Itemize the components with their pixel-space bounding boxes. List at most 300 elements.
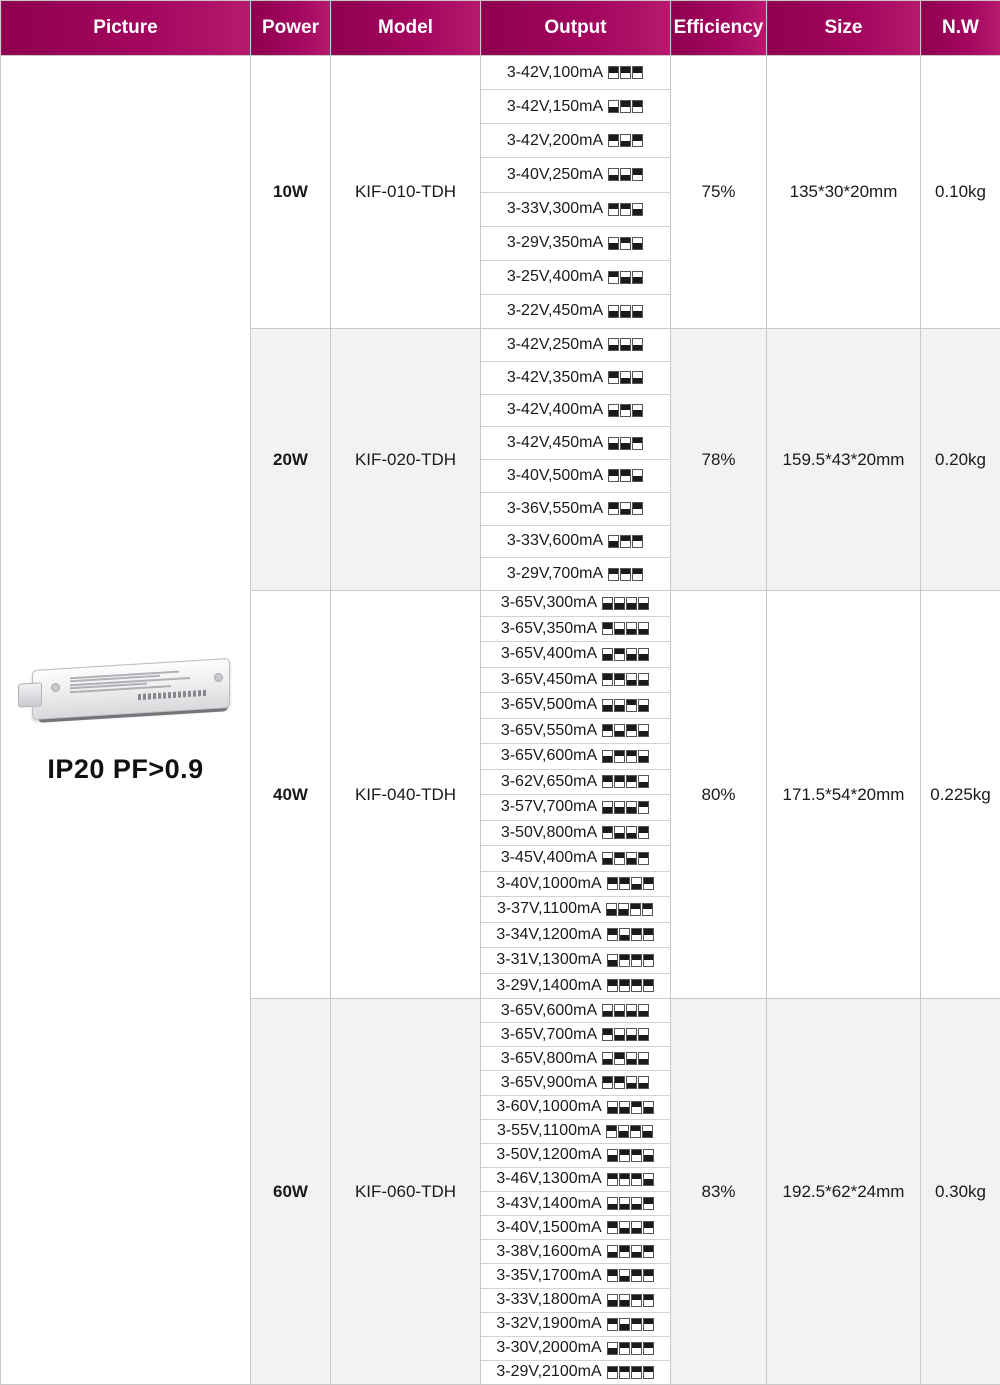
dip-switch-toggle-down — [607, 1101, 618, 1114]
dip-switch-toggle-up — [620, 535, 631, 548]
dip-switch-toggle-up — [606, 1125, 617, 1138]
dip-switch-toggle-up — [626, 750, 637, 763]
dip-switch-icon — [608, 66, 644, 79]
dip-switch-toggle-up — [631, 1149, 642, 1162]
dip-switch-toggle-up — [643, 1197, 654, 1210]
dip-switch-toggle-down — [619, 1318, 630, 1331]
dip-switch-icon — [602, 699, 650, 712]
output-option — [481, 1047, 670, 1071]
output-value: 3-65V,800mA — [501, 1050, 597, 1068]
dip-switch-toggle-up — [632, 437, 643, 450]
output-option — [481, 617, 670, 643]
output-value: 3-65V,900mA — [501, 1074, 597, 1092]
dip-switch-toggle-up — [614, 750, 625, 763]
output-option — [481, 795, 670, 821]
dip-switch-toggle-up — [607, 1221, 618, 1234]
dip-switch-toggle-down — [608, 338, 619, 351]
dip-switch-toggle-down — [607, 1245, 618, 1258]
header-row — [1, 1, 1000, 56]
output-option — [481, 362, 670, 395]
dip-switch-toggle-down — [608, 305, 619, 318]
dip-switch-toggle-up — [608, 134, 619, 147]
dip-switch-toggle-up — [620, 66, 631, 79]
dip-switch-icon — [602, 597, 650, 610]
dip-switch-toggle-down — [614, 1028, 625, 1041]
output-value: 3-31V,1300mA — [496, 951, 601, 969]
power-cell: 40W — [251, 591, 331, 999]
dip-switch-toggle-down — [632, 203, 643, 216]
output-value: 3-40V,250mA — [507, 166, 603, 184]
dip-switch-toggle-down — [631, 877, 642, 890]
dip-switch-toggle-up — [643, 1221, 654, 1234]
dip-switch-toggle-up — [608, 469, 619, 482]
dip-switch-toggle-up — [626, 724, 637, 737]
dip-switch-toggle-up — [619, 954, 630, 967]
output-value: 3-42V,200mA — [507, 132, 603, 150]
dip-switch-toggle-down — [638, 1052, 649, 1065]
output-value: 3-45V,400mA — [501, 849, 597, 867]
dip-switch-toggle-down — [614, 801, 625, 814]
dip-switch-toggle-up — [643, 979, 654, 992]
dip-switch-icon — [608, 305, 644, 318]
output-value: 3-25V,400mA — [507, 268, 603, 286]
dip-switch-toggle-down — [632, 404, 643, 417]
output-option — [481, 1120, 670, 1144]
output-value: 3-50V,1200mA — [496, 1146, 601, 1164]
output-option — [481, 770, 670, 796]
dip-switch-icon — [608, 437, 644, 450]
dip-switch-toggle-up — [607, 877, 618, 890]
dip-switch-toggle-down — [620, 134, 631, 147]
dip-switch-toggle-up — [619, 1342, 630, 1355]
dip-switch-toggle-up — [608, 66, 619, 79]
output-option — [481, 90, 670, 124]
dip-switch-toggle-down — [631, 1221, 642, 1234]
dip-switch-toggle-down — [638, 622, 649, 635]
dip-switch-toggle-down — [608, 404, 619, 417]
dip-switch-toggle-up — [631, 979, 642, 992]
dip-switch-toggle-up — [608, 371, 619, 384]
dip-switch-icon — [608, 100, 644, 113]
dip-switch-toggle-up — [608, 502, 619, 515]
output-value: 3-65V,600mA — [501, 747, 597, 765]
dip-switch-toggle-up — [630, 1125, 641, 1138]
output-value: 3-32V,1900mA — [496, 1315, 601, 1333]
dip-switch-toggle-up — [602, 673, 613, 686]
output-value: 3-42V,100mA — [507, 64, 603, 82]
dip-switch-icon — [608, 502, 644, 515]
output-value: 3-33V,600mA — [507, 532, 603, 550]
output-value: 3-65V,450mA — [501, 671, 597, 689]
dip-switch-toggle-up — [626, 699, 637, 712]
dip-switch-icon — [607, 979, 655, 992]
dip-switch-icon — [608, 271, 644, 284]
output-option — [481, 642, 670, 668]
dip-switch-toggle-down — [620, 502, 631, 515]
dip-switch-icon — [608, 535, 644, 548]
dip-switch-icon — [602, 1004, 650, 1017]
dip-switch-toggle-up — [619, 979, 630, 992]
dip-switch-toggle-down — [626, 622, 637, 635]
dip-switch-toggle-up — [631, 1366, 642, 1379]
dip-switch-icon — [607, 954, 655, 967]
dip-switch-toggle-up — [643, 1269, 654, 1282]
output-value: 3-37V,1100mA — [497, 900, 601, 918]
table-header — [1, 1, 1000, 56]
output-value: 3-33V,300mA — [507, 200, 603, 218]
dip-switch-toggle-down — [602, 699, 613, 712]
dip-switch-toggle-up — [602, 1076, 613, 1089]
dip-switch-toggle-down — [614, 622, 625, 635]
dip-switch-toggle-down — [626, 648, 637, 661]
dip-switch-icon — [608, 168, 644, 181]
dip-switch-icon — [608, 371, 644, 384]
output-cell — [481, 591, 671, 999]
dip-switch-toggle-up — [608, 568, 619, 581]
dip-switch-toggle-down — [608, 535, 619, 548]
dip-switch-toggle-down — [602, 750, 613, 763]
output-option — [481, 460, 670, 493]
dip-switch-toggle-down — [626, 1076, 637, 1089]
output-option — [481, 493, 670, 526]
dip-switch-toggle-down — [626, 852, 637, 865]
dip-switch-toggle-down — [606, 903, 617, 916]
size-cell: 159.5*43*20mm — [767, 329, 921, 591]
dip-switch-toggle-up — [620, 237, 631, 250]
efficiency-cell: 75% — [671, 56, 767, 329]
dip-switch-toggle-up — [631, 1269, 642, 1282]
dip-switch-toggle-up — [607, 1269, 618, 1282]
output-option — [481, 668, 670, 694]
dip-switch-toggle-down — [626, 801, 637, 814]
output-value: 3-65V,550mA — [501, 722, 597, 740]
dip-switch-toggle-down — [626, 1028, 637, 1041]
dip-switch-toggle-up — [643, 1318, 654, 1331]
dip-switch-toggle-down — [638, 597, 649, 610]
dip-switch-icon — [602, 852, 650, 865]
dip-switch-toggle-down — [608, 168, 619, 181]
efficiency-cell: 83% — [671, 999, 767, 1385]
dip-switch-toggle-down — [626, 826, 637, 839]
dip-switch-icon — [607, 1197, 655, 1210]
dip-switch-toggle-up — [608, 271, 619, 284]
dip-switch-toggle-down — [618, 903, 629, 916]
dip-switch-icon — [602, 648, 650, 661]
dip-switch-toggle-up — [614, 648, 625, 661]
dip-switch-toggle-up — [632, 568, 643, 581]
dip-switch-toggle-down — [638, 673, 649, 686]
output-value: 3-55V,1100mA — [497, 1122, 601, 1140]
dip-switch-icon — [602, 1076, 650, 1089]
output-value: 3-42V,400mA — [507, 401, 603, 419]
dip-switch-icon — [607, 877, 655, 890]
efficiency-cell: 80% — [671, 591, 767, 999]
dip-switch-icon — [607, 1149, 655, 1162]
dip-switch-icon — [608, 134, 644, 147]
output-value: 3-65V,700mA — [501, 1026, 597, 1044]
size-cell: 171.5*54*20mm — [767, 591, 921, 999]
picture-cell — [1, 56, 251, 1385]
output-value: 3-42V,350mA — [507, 369, 603, 387]
dip-switch-toggle-down — [626, 1052, 637, 1065]
output-value: 3-46V,1300mA — [496, 1170, 601, 1188]
output-option — [481, 999, 670, 1023]
dip-switch-toggle-down — [619, 1101, 630, 1114]
output-value: 3-38V,1600mA — [496, 1243, 601, 1261]
dip-switch-toggle-up — [607, 1318, 618, 1331]
dip-switch-icon — [602, 801, 650, 814]
dip-switch-toggle-up — [643, 1366, 654, 1379]
output-value: 3-29V,1400mA — [496, 977, 601, 995]
dip-switch-toggle-up — [614, 1076, 625, 1089]
dip-switch-toggle-down — [602, 1052, 613, 1065]
output-value: 3-42V,450mA — [507, 434, 603, 452]
dip-switch-icon — [607, 1318, 655, 1331]
dip-switch-toggle-down — [619, 1197, 630, 1210]
dip-switch-icon — [607, 1245, 655, 1258]
output-option — [481, 1240, 670, 1264]
dip-switch-toggle-down — [632, 271, 643, 284]
dip-switch-toggle-down — [607, 1342, 618, 1355]
dip-switch-icon — [602, 673, 650, 686]
dip-switch-icon — [606, 1125, 654, 1138]
dip-switch-toggle-down — [618, 1125, 629, 1138]
table-row — [1, 56, 1000, 329]
dip-switch-toggle-up — [630, 903, 641, 916]
output-option — [481, 1096, 670, 1120]
output-value: 3-34V,1200mA — [496, 926, 601, 944]
output-value: 3-22V,450mA — [507, 302, 603, 320]
dip-switch-toggle-up — [620, 568, 631, 581]
dip-switch-toggle-down — [620, 437, 631, 450]
dip-switch-toggle-down — [614, 1004, 625, 1017]
dip-switch-toggle-up — [614, 775, 625, 788]
dip-switch-icon — [608, 568, 644, 581]
output-value: 3-29V,700mA — [507, 565, 603, 583]
output-option — [481, 1192, 670, 1216]
output-option — [481, 872, 670, 898]
dip-switch-toggle-down — [620, 271, 631, 284]
dip-switch-toggle-down — [632, 237, 643, 250]
dip-switch-toggle-down — [631, 1245, 642, 1258]
output-value: 3-33V,1800mA — [496, 1291, 601, 1309]
dip-switch-toggle-up — [643, 954, 654, 967]
output-option — [481, 261, 670, 295]
dip-switch-toggle-down — [638, 1028, 649, 1041]
dip-switch-toggle-down — [619, 1294, 630, 1307]
output-option — [481, 1361, 670, 1384]
dip-switch-toggle-down — [607, 954, 618, 967]
model-cell: KIF-060-TDH — [331, 999, 481, 1385]
dip-switch-icon — [608, 203, 644, 216]
output-option — [481, 227, 670, 261]
output-option — [481, 744, 670, 770]
output-option — [481, 56, 670, 90]
output-option — [481, 295, 670, 328]
dip-switch-toggle-down — [626, 673, 637, 686]
dip-switch-toggle-up — [643, 1342, 654, 1355]
output-option — [481, 846, 670, 872]
model-cell: KIF-020-TDH — [331, 329, 481, 591]
model-cell: KIF-040-TDH — [331, 591, 481, 999]
output-value: 3-57V,700mA — [501, 798, 597, 816]
output-option — [481, 158, 670, 192]
output-option — [481, 329, 670, 362]
dip-switch-toggle-down — [620, 371, 631, 384]
dip-switch-toggle-up — [643, 928, 654, 941]
dip-switch-toggle-down — [638, 775, 649, 788]
dip-switch-toggle-down — [619, 1221, 630, 1234]
output-cell — [481, 999, 671, 1385]
output-option — [481, 558, 670, 590]
efficiency-cell: 78% — [671, 329, 767, 591]
dip-switch-toggle-up — [638, 852, 649, 865]
dip-switch-icon — [607, 1221, 655, 1234]
dip-switch-toggle-up — [631, 1173, 642, 1186]
header-picture: Picture — [1, 1, 251, 56]
net-weight-cell: 0.225kg — [921, 591, 1000, 999]
dip-switch-toggle-up — [631, 954, 642, 967]
dip-switch-toggle-up — [620, 404, 631, 417]
output-option — [481, 395, 670, 428]
dip-switch-toggle-up — [607, 1173, 618, 1186]
dip-switch-toggle-up — [620, 469, 631, 482]
dip-switch-toggle-down — [602, 597, 613, 610]
dip-switch-icon — [602, 622, 650, 635]
dip-switch-toggle-down — [614, 597, 625, 610]
net-weight-cell: 0.20kg — [921, 329, 1000, 591]
output-option — [481, 923, 670, 949]
dip-switch-toggle-down — [608, 100, 619, 113]
output-option — [481, 974, 670, 999]
dip-switch-toggle-up — [607, 1366, 618, 1379]
dip-switch-icon — [608, 404, 644, 417]
output-option — [481, 1264, 670, 1288]
output-option — [481, 1023, 670, 1047]
dip-switch-toggle-up — [642, 903, 653, 916]
dip-switch-toggle-down — [620, 305, 631, 318]
output-value: 3-42V,250mA — [507, 336, 603, 354]
dip-switch-toggle-up — [619, 1173, 630, 1186]
dip-switch-toggle-up — [619, 1245, 630, 1258]
dip-switch-toggle-up — [620, 100, 631, 113]
dip-switch-toggle-down — [643, 1101, 654, 1114]
dip-switch-icon — [608, 338, 644, 351]
dip-switch-toggle-down — [620, 338, 631, 351]
output-value: 3-40V,1500mA — [496, 1219, 601, 1237]
dip-switch-icon — [606, 903, 654, 916]
output-option — [481, 897, 670, 923]
dip-switch-toggle-up — [602, 775, 613, 788]
net-weight-cell: 0.30kg — [921, 999, 1000, 1385]
output-value: 3-30V,2000mA — [496, 1339, 601, 1357]
dip-switch-toggle-up — [602, 724, 613, 737]
output-value: 3-29V,2100mA — [496, 1363, 601, 1381]
dip-switch-toggle-down — [607, 1197, 618, 1210]
dip-switch-toggle-up — [631, 1294, 642, 1307]
output-option — [481, 1071, 670, 1095]
dip-switch-toggle-down — [608, 437, 619, 450]
dip-switch-toggle-down — [631, 1197, 642, 1210]
dip-switch-toggle-up — [631, 1318, 642, 1331]
dip-switch-toggle-down — [607, 1294, 618, 1307]
dip-switch-toggle-down — [602, 1004, 613, 1017]
output-value: 3-42V,150mA — [507, 98, 603, 116]
dip-switch-toggle-up — [643, 1294, 654, 1307]
output-value: 3-50V,800mA — [501, 824, 597, 842]
output-value: 3-40V,1000mA — [496, 875, 601, 893]
dip-switch-icon — [607, 1294, 655, 1307]
dip-switch-toggle-up — [602, 1028, 613, 1041]
dip-switch-toggle-up — [631, 1342, 642, 1355]
output-option — [481, 591, 670, 617]
dip-switch-toggle-up — [643, 1245, 654, 1258]
output-option — [481, 1337, 670, 1361]
output-option — [481, 193, 670, 227]
header-nw: N.W — [921, 1, 1000, 56]
dip-switch-toggle-down — [614, 699, 625, 712]
dip-switch-icon — [607, 1173, 655, 1186]
dip-switch-toggle-down — [632, 305, 643, 318]
output-value: 3-35V,1700mA — [496, 1267, 601, 1285]
header-efficiency: Efficiency — [671, 1, 767, 56]
dip-switch-toggle-down — [642, 1125, 653, 1138]
output-option — [481, 1168, 670, 1192]
dip-switch-toggle-down — [626, 1004, 637, 1017]
size-cell: 192.5*62*24mm — [767, 999, 921, 1385]
dip-switch-toggle-up — [632, 502, 643, 515]
output-option — [481, 821, 670, 847]
dip-switch-toggle-down — [638, 1004, 649, 1017]
dip-switch-icon — [602, 826, 650, 839]
dip-switch-toggle-up — [632, 134, 643, 147]
dip-switch-toggle-up — [632, 535, 643, 548]
dip-switch-toggle-up — [614, 1052, 625, 1065]
dip-switch-toggle-up — [607, 928, 618, 941]
dip-switch-toggle-down — [620, 168, 631, 181]
output-value: 3-60V,1000mA — [496, 1098, 601, 1116]
dip-switch-toggle-down — [614, 724, 625, 737]
dip-switch-icon — [607, 1366, 655, 1379]
dip-switch-toggle-down — [608, 237, 619, 250]
header-output: Output — [481, 1, 671, 56]
power-cell: 20W — [251, 329, 331, 591]
dip-switch-toggle-down — [643, 1149, 654, 1162]
output-option — [481, 948, 670, 974]
dip-switch-toggle-down — [619, 928, 630, 941]
dip-switch-toggle-up — [631, 928, 642, 941]
dip-switch-toggle-down — [602, 801, 613, 814]
output-cell — [481, 56, 671, 329]
dip-switch-toggle-down — [602, 648, 613, 661]
header-power: Power — [251, 1, 331, 56]
output-option — [481, 719, 670, 745]
dip-switch-icon — [607, 1342, 655, 1355]
dip-switch-toggle-down — [619, 1269, 630, 1282]
dip-switch-toggle-up — [631, 1101, 642, 1114]
dip-switch-toggle-down — [638, 750, 649, 763]
output-value: 3-40V,500mA — [507, 467, 603, 485]
output-option — [481, 1144, 670, 1168]
output-option — [481, 1216, 670, 1240]
output-option — [481, 693, 670, 719]
header-size: Size — [767, 1, 921, 56]
dip-switch-icon — [607, 1269, 655, 1282]
dip-switch-toggle-up — [632, 168, 643, 181]
output-value: 3-65V,600mA — [501, 1002, 597, 1020]
output-value: 3-36V,550mA — [507, 500, 603, 518]
size-cell: 135*30*20mm — [767, 56, 921, 329]
